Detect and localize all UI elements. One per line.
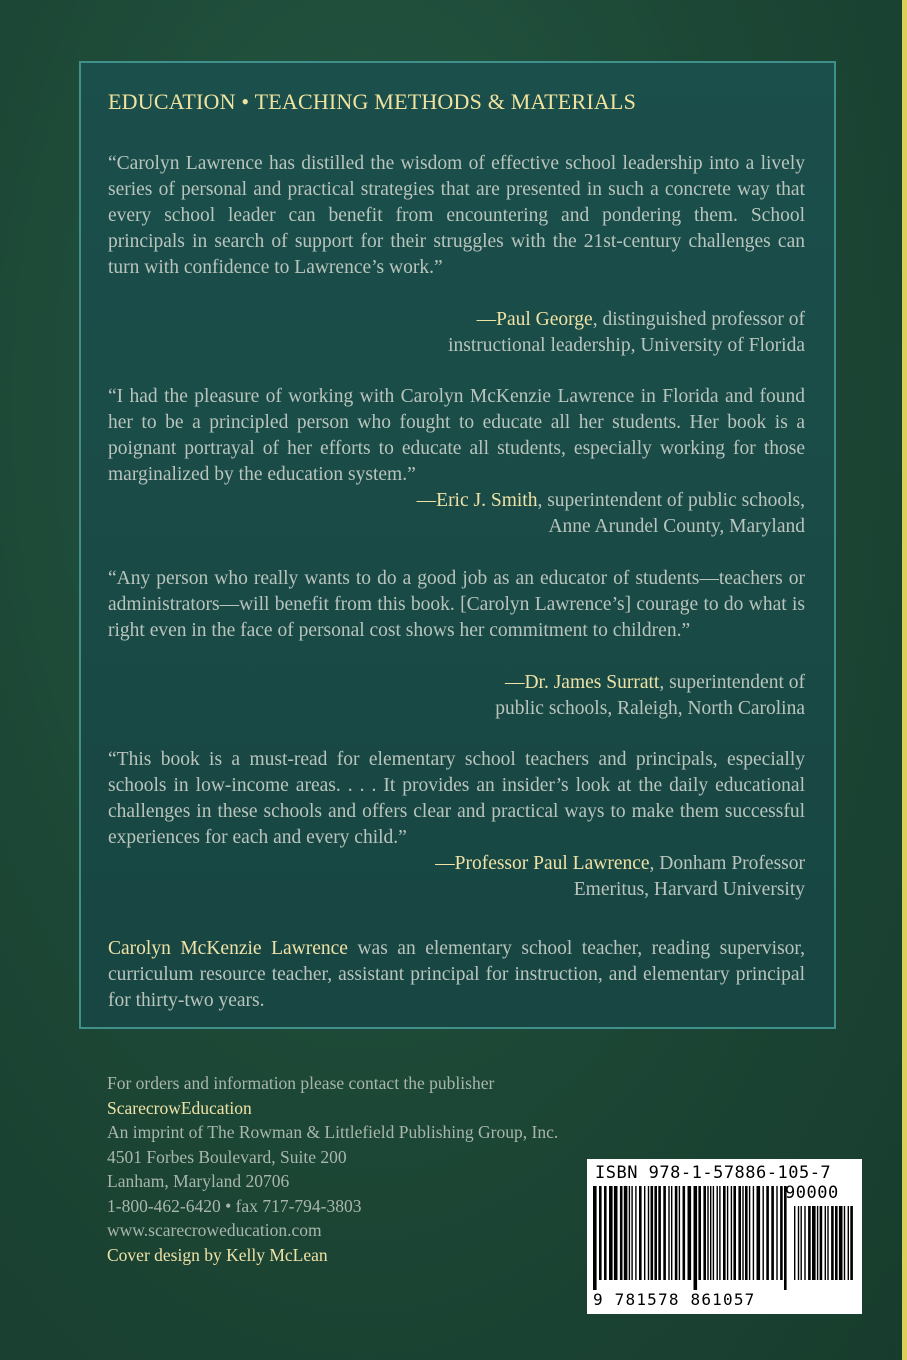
attribution-affiliation: Emeritus, Harvard University <box>573 879 805 900</box>
spine-edge <box>902 0 907 1360</box>
attribution-4 <box>435 851 805 903</box>
attribution-name: —Dr. James Surratt <box>504 672 660 693</box>
isbn-barcode <box>587 1159 862 1314</box>
quote-text: “I had the pleasure of working with Carolyn McKenzie Lawrence in Florida and found her to be a principled person who fought to educate all her students. Her book is a poignant portrayal of her efforts to educate all students, especially working for those marginalized by the education system.” <box>108 386 805 485</box>
address-line-1: 4501 Forbes Boulevard, Suite 200 <box>107 1146 347 1167</box>
contact-intro: For orders and information please contact the publisher <box>107 1073 495 1093</box>
address-line-2: Lanham, Maryland 20706 <box>107 1171 290 1191</box>
author-name: Carolyn McKenzie Lawrence <box>108 938 348 959</box>
attribution-3 <box>495 670 805 722</box>
author-bio <box>108 936 805 1014</box>
ean-number: 9 781578 861057 <box>593 1290 756 1309</box>
attribution-affiliation: instructional leadership, University of Florida <box>448 335 805 356</box>
attribution-name: —Paul George <box>476 309 593 330</box>
author-bio-text: was an elementary school teacher, reading supervisor, curriculum resource teacher, assistant principal for instruction, and elementary principal for thirty-two years. <box>108 938 805 1011</box>
ean-barcode-bars <box>593 1186 789 1290</box>
attribution-name: —Eric J. Smith <box>416 490 538 511</box>
isbn-number: ISBN 978-1-57886-105-7 <box>595 1163 832 1183</box>
quote-text: “Carolyn Lawrence has distilled the wisdom of effective school leadership into a lively series of personal and practical strategies that are presented in such a concrete way that every school leader can benefit from encountering and pondering them. School principals in search of support for their struggles with the 21st-century challenges can turn with confidence to Lawrence’s work.” <box>108 153 805 278</box>
website: www.scarecroweducation.com <box>107 1220 322 1240</box>
cover-design-credit: Cover design by Kelly McLean <box>107 1244 328 1265</box>
attribution-title: , distinguished professor of <box>592 309 805 330</box>
addon-price-code: 90000 <box>785 1183 839 1203</box>
phone-fax: 1-800-462-6420 • fax 717-794-3803 <box>107 1195 362 1216</box>
attribution-2 <box>417 488 805 540</box>
publisher-contact <box>107 1071 558 1267</box>
publisher-imprint: An imprint of The Rowman & Littlefield Publishing Group, Inc. <box>107 1122 559 1142</box>
attribution-affiliation: public schools, Raleigh, North Carolina <box>495 698 805 719</box>
attribution-title: , superintendent of public schools, <box>537 490 805 511</box>
attribution-1 <box>448 307 805 359</box>
quote-3 <box>108 566 805 644</box>
quote-4 <box>108 747 805 851</box>
quote-text: “This book is a must-read for elementary school teachers and principals, especially schools in low-income areas. . . . It provides an insider’s look at the daily educational challenges in these schools and offers clear and practical ways to make them successful experiences for each and every child.” <box>108 749 805 848</box>
attribution-title: , superintendent of <box>659 672 805 693</box>
quote-2 <box>108 384 805 488</box>
blurb-panel <box>79 61 836 1029</box>
attribution-name: —Professor Paul Lawrence <box>435 853 650 874</box>
addon-barcode-bars <box>794 1206 854 1290</box>
category-heading: EDUCATION • TEACHING METHODS & MATERIALS <box>108 89 637 114</box>
attribution-title: , Donham Professor <box>649 853 805 874</box>
quote-1 <box>108 151 805 281</box>
quote-text: “Any person who really wants to do a good job as an educator of students—teachers or administrators—will benefit from this book. [Carolyn Lawrence’s] courage to do what is right even in the face of personal cost shows her commitment to children.” <box>108 568 805 641</box>
attribution-affiliation: Anne Arundel County, Maryland <box>548 516 805 537</box>
publisher-name: ScarecrowEducation <box>107 1097 252 1118</box>
